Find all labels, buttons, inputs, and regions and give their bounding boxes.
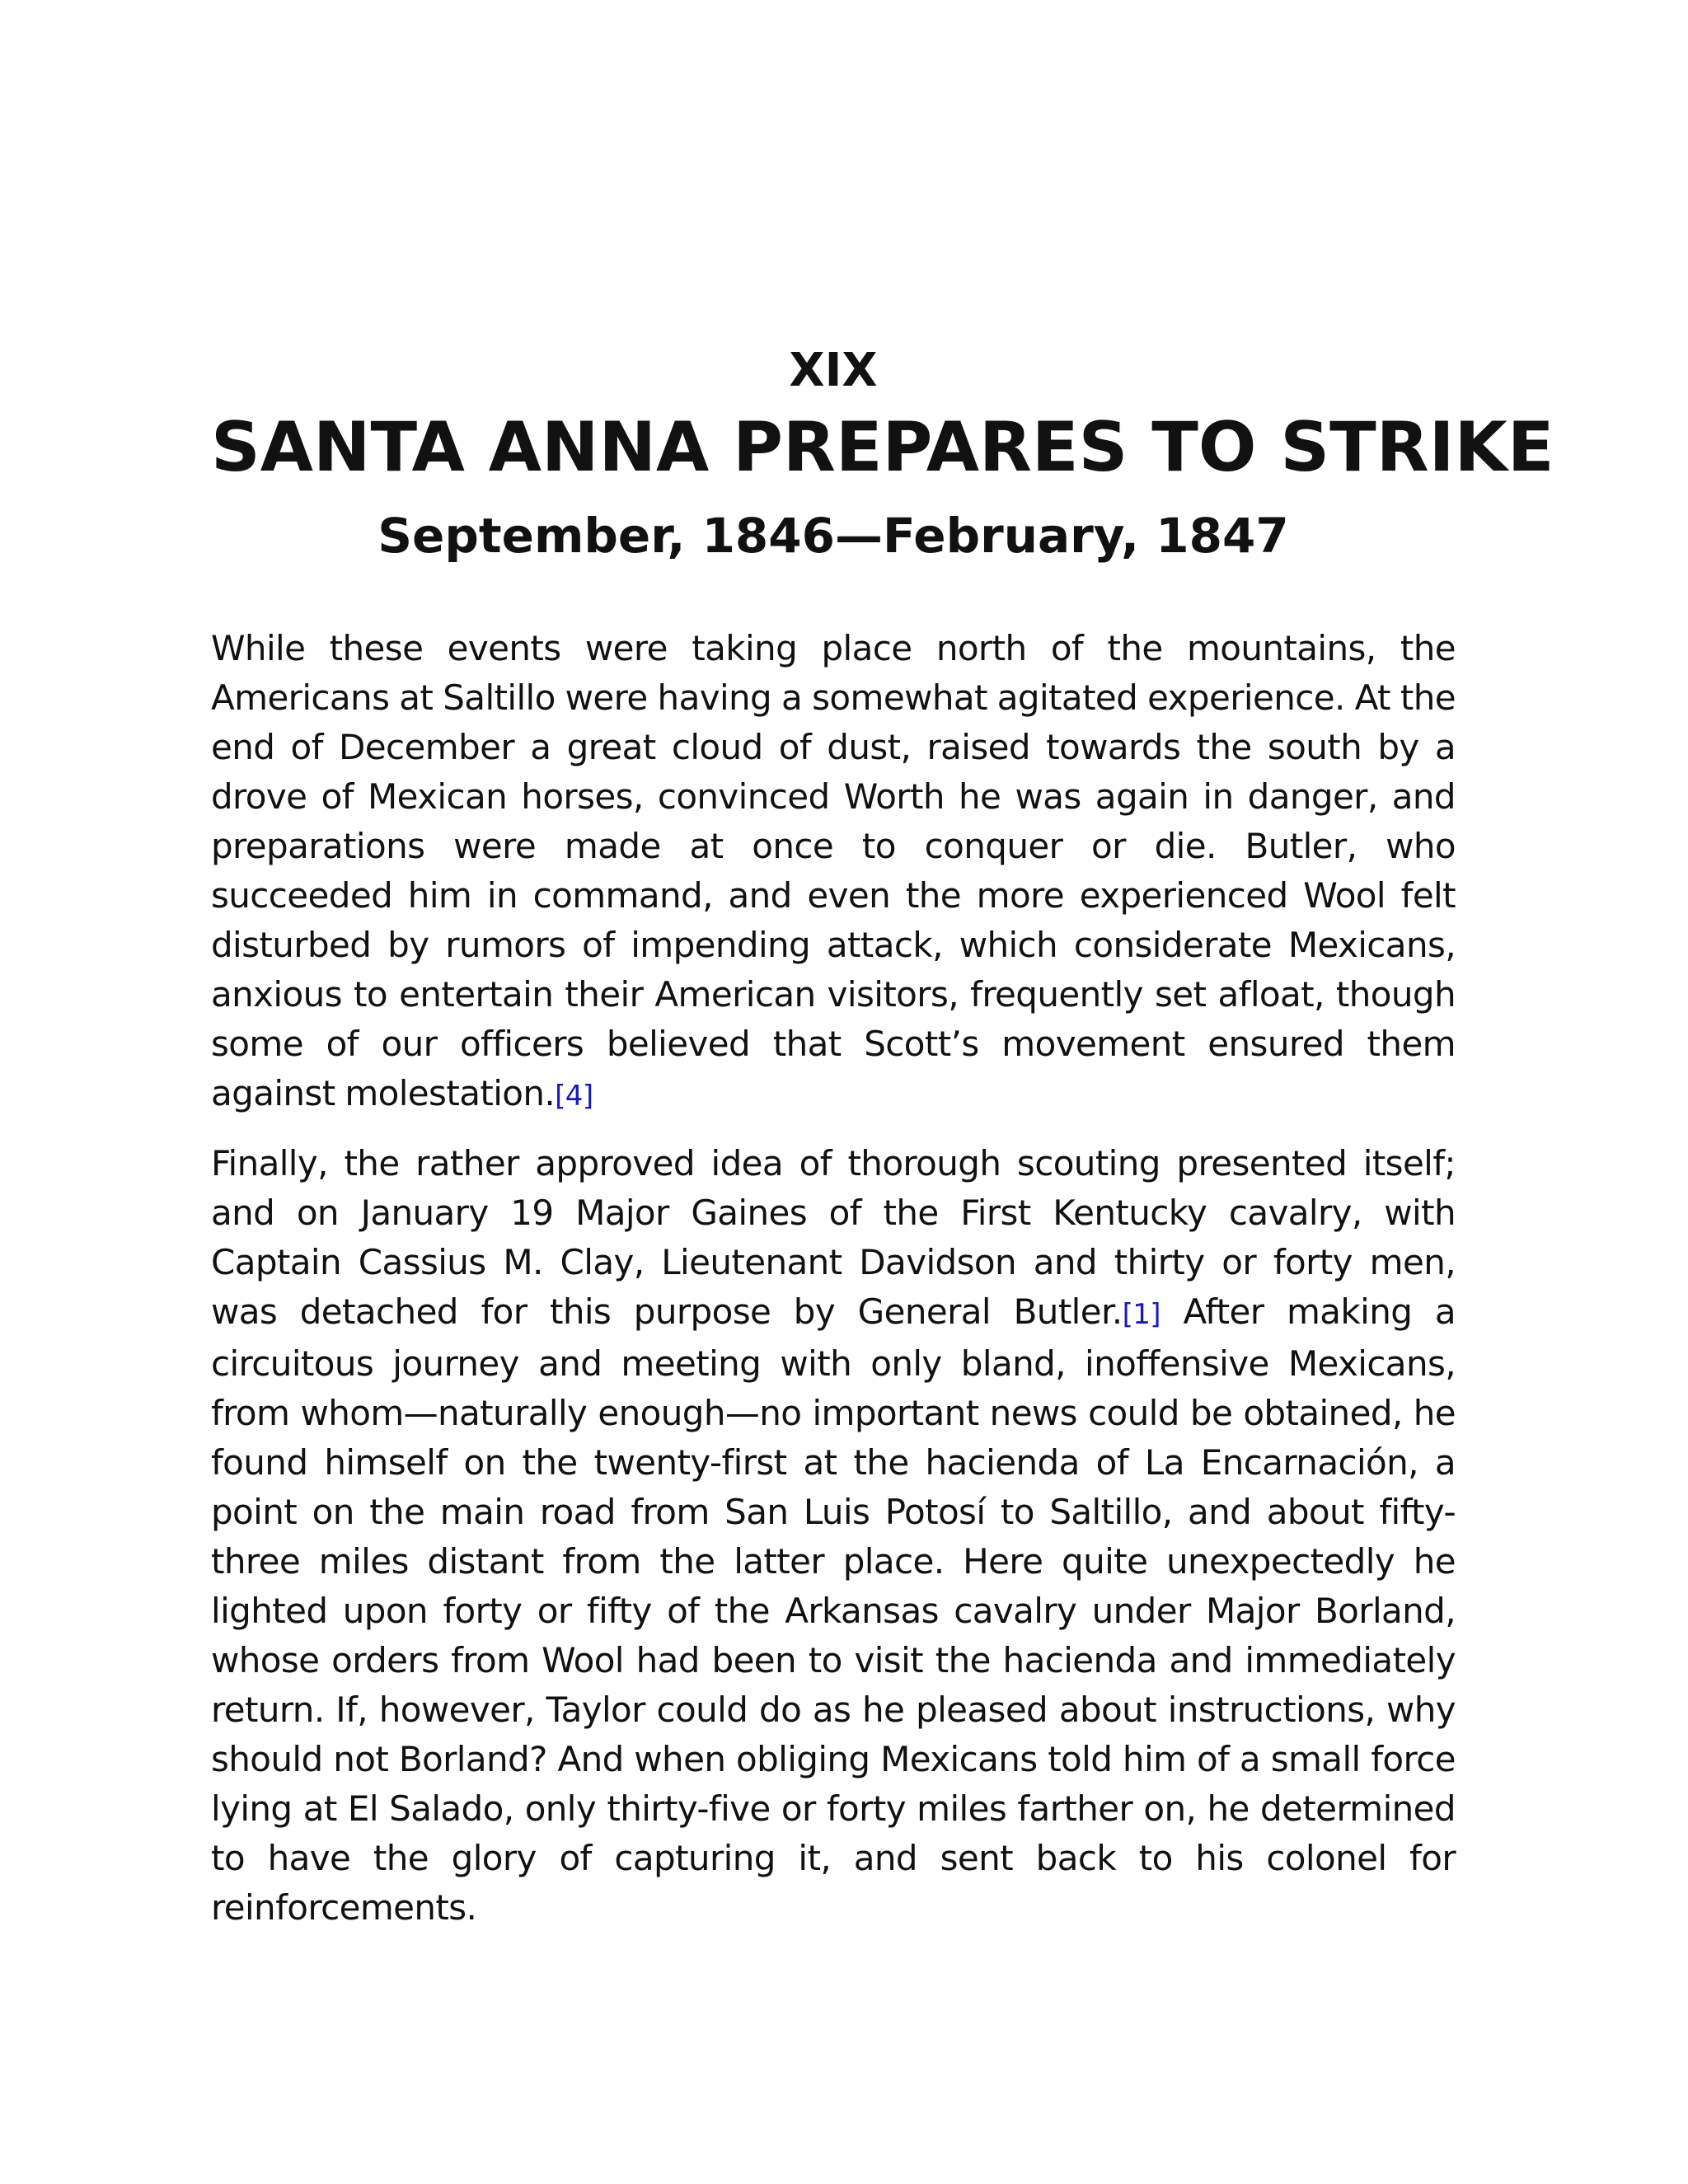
chapter-number: XIX <box>789 344 878 397</box>
paragraph-1 <box>211 624 1456 1121</box>
paragraph-2 <box>211 1139 1456 1933</box>
chapter-body <box>211 624 1456 1951</box>
paragraph-1-text: While these events were taking place north of the mountains, the Americans at Saltillo were having a somewhat agitated experience. At the end of December a great cloud of dust, raised towards the south by a drove of Mexican horses, convinced Worth he was again in danger, and preparations were made at once to conquer or die. Butler, who succeeded him in command, and even the more experienced Wool felt disturbed by rumors of impending attack, which considerate Mexicans, anxious to entertain their American visitors, frequently set afloat, though some of our officers believed that Scott’s movement ensured them against molestation. <box>211 628 1456 1113</box>
chapter-title: SANTA ANNA PREPARES TO STRIKE <box>211 407 1554 487</box>
paragraph-2-text-before: Finally, the rather approved idea of thorough scouting presented itself; and on January 19 Major Gaines of the First Kentucky cavalry, with Captain Cassius M. Clay, Lieutenant Davidson and thirty or forty men, was detached for this purpose by General Butler. <box>211 1143 1456 1332</box>
chapter-dates: September, 1846—February, 1847 <box>377 508 1289 564</box>
footnote-link-1[interactable]: [1] <box>1122 1298 1160 1331</box>
footnote-link-4[interactable]: [4] <box>555 1080 593 1113</box>
paragraph-2-text-after: After making a circuitous journey and meeting with only bland, inoffensive Mexicans, from whom—naturally enough—no important news could be obtained, he found himself on the twenty-first at the hacienda of La Encarnación, a point on the main road from San Luis Potosí to Saltillo, and about fifty-three miles distant from the latter place. Here quite unexpectedly he lighted upon forty or fifty of the Arkansas cavalry under Major Borland, whose orders from Wool had been to visit the hacienda and immediately return. If, however, Taylor could do as he pleased about instructions, why should not Borland? And when obliging Mexicans told him of a small force lying at El Salado, only thirty-five or forty miles farther on, he determined to have the glory of capturing it, and sent back to his colonel for reinforcements. <box>211 1291 1456 1928</box>
